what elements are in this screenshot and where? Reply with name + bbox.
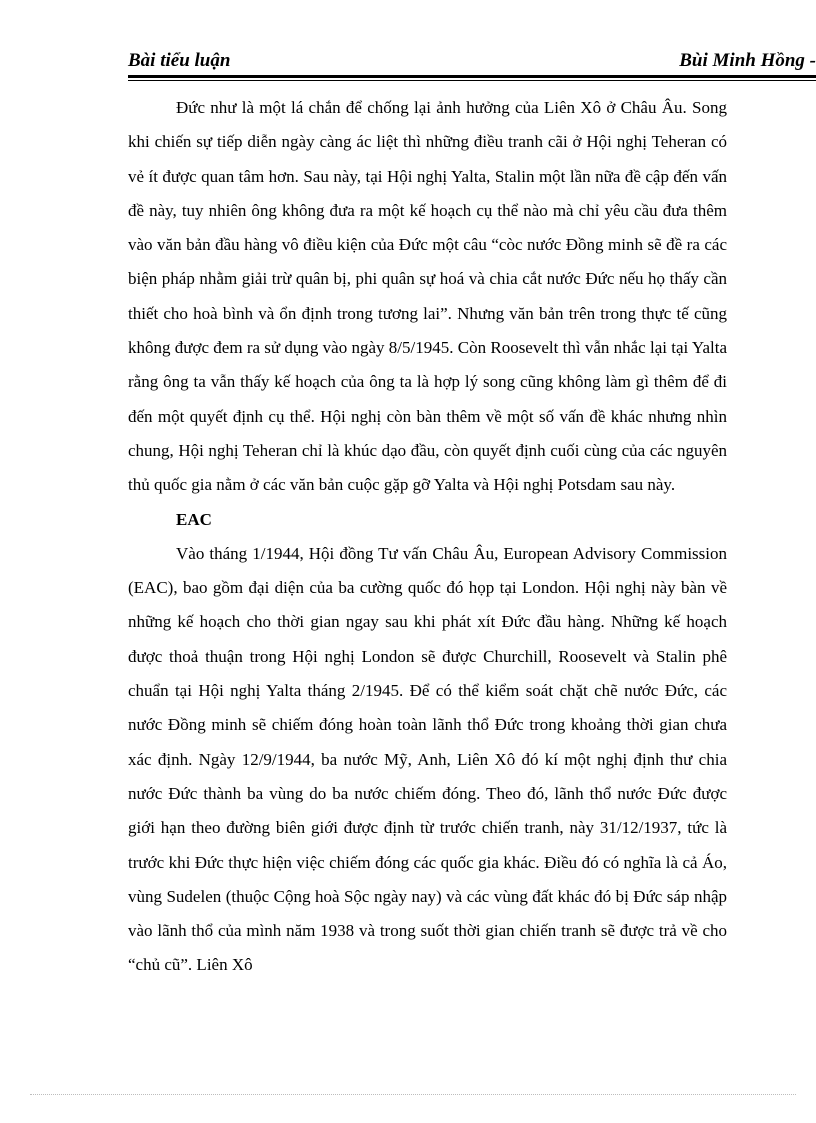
section-heading: EAC <box>176 509 212 529</box>
header-title: Bài tiểu luận <box>128 50 231 71</box>
header-rule-thick <box>128 75 816 78</box>
paragraph-1: Đức như là một lá chắn để chống lại ảnh hưởng của Liên Xô ở Châu Âu. Song khi chiến sự tiếp diễn ngày càng ác liệt thì những điều tranh cãi ở Hội nghị Teheran có vẻ ít được quan tâm hơn. Sau này, tại Hội nghị Yalta, Stalin một lần nữa đề cập đến vấn đề này, tuy nhiên ông không đưa ra một kế hoạch cụ thể nào mà chỉ yêu cầu đưa thêm vào văn bản đầu hàng vô điều kiện của Đức một câu “còc nước Đồng minh sẽ đề ra các biện pháp nhằm giải trừ quân bị, phi quân sự hoá và chia cắt nước Đức nếu họ thấy cần thiết cho hoà bình và ổn định trong tương lai”. Nhưng văn bản trên trong thực tế cũng không được đem ra sử dụng vào ngày 8/5/1945. Còn Roosevelt thì vẫn nhắc lại tại Yalta rằng ông ta vẫn thấy kế hoạch của ông ta là hợp lý song cũng không làm gì thêm để đi đến một quyết định cụ thể. Hội nghị còn bàn thêm về một số vấn đề khác nhưng nhìn chung, Hội nghị Teheran chỉ là khúc dạo đầu, còn quyết định cuối cùng của các nguyên thủ quốc gia nằm ở các văn bản cuộc gặp gỡ Yalta và Hội nghị Potsdam sau này. <box>128 98 727 495</box>
paragraph-2: Vào tháng 1/1944, Hội đồng Tư vấn Châu Âu, European Advisory Commission (EAC), bao gồm đại diện của ba cường quốc đó họp tại London. Hội nghị này bàn về những kế hoạch cho thời gian ngay sau khi phát xít Đức đầu hàng. Những kế hoạch được thoả thuận trong Hội nghị London sẽ được Churchill, Roosevelt và Stalin phê chuẩn tại Hội nghị Yalta tháng 2/1945. Để có thể kiểm soát chặt chẽ nước Đức, các nước Đồng minh sẽ chiếm đóng hoàn toàn lãnh thổ Đức trong khoảng thời gian chưa xác định. Ngày 12/9/1944, ba nước Mỹ, Anh, Liên Xô đó kí một nghị định thư chia nước Đức thành ba vùng do ba nước chiếm đóng. Theo đó, lãnh thổ nước Đức được giới hạn theo đường biên giới được định từ trước chiến tranh, này 31/12/1937, tức là trước khi Đức thực hiện việc chiếm đóng các quốc gia khác. Điều đó có nghĩa là cả Áo, vùng Sudelen (thuộc Cộng hoà Sộc ngày nay) và các vùng đất khác đó bị Đức sáp nhập vào lãnh thổ của mình năm 1938 và trong suốt thời gian chiến tranh sẽ được trả về cho “chủ cũ”. Liên Xô <box>128 543 727 975</box>
body-text <box>128 91 727 983</box>
header-rule-thin <box>128 80 816 81</box>
header-author: Bùi Minh Hồng - <box>679 50 816 71</box>
footer-rule <box>30 1094 796 1095</box>
page-header <box>128 46 816 76</box>
